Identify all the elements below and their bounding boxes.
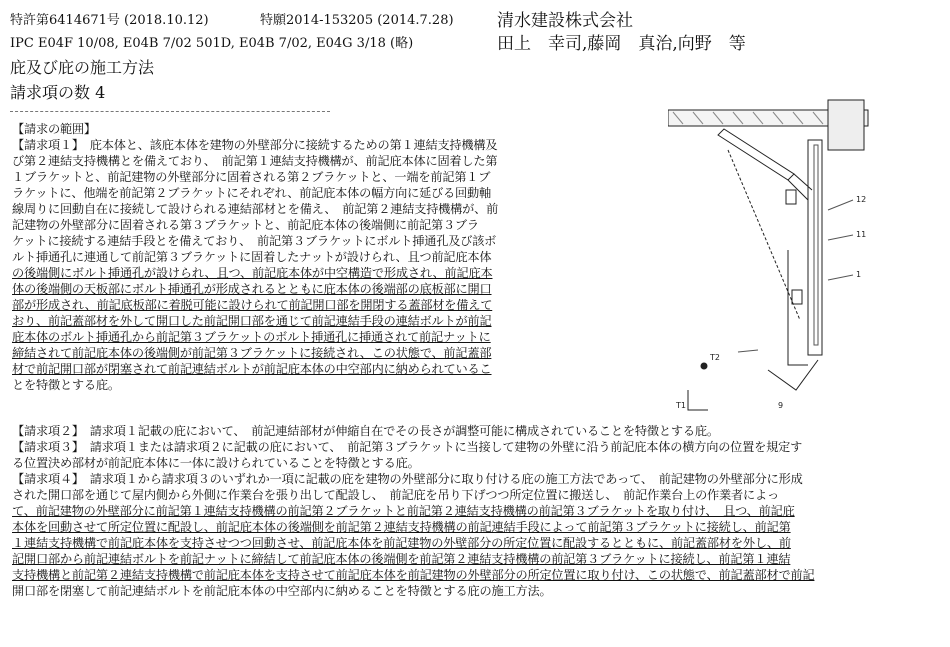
application-number: 特願2014-153205 (2014.7.28) (260, 13, 454, 28)
claim-4-line: 【請求項４】 請求項１から請求項３のいずれか一項に記載の庇を建物の外壁部分に取り付ける庇の施工方法であって、 前記建物の外壁部分に形成 (12, 472, 803, 486)
assignee-name: 清水建設株式会社 (497, 11, 633, 31)
claim-1-line: ラケットに、他端を前記第２ブラケットにそれぞれ、前記庇本体の幅方向に延びる回動軸 (12, 186, 492, 200)
inventor-names: 田上 幸司,藤岡 真治,向野 等 (497, 34, 746, 54)
claim-1-line: 締結されて前記庇本体の後端側が前記第３ブラケットに接続され、この状態で、前記蓋部 (12, 346, 492, 360)
claim-1-line: 部が形成され、前記底板部に着脱可能に設けられて前記開口部を開閉する蓋部材を備えて (12, 298, 493, 312)
claim-4-line: 記開口部から前記連結ボルトを前記ナットに締結して前記庇本体の後端側を前記第２連結支持機構の前記第３ブラケットに接続し、前記第１連結 (12, 552, 791, 566)
bracket-2 (786, 190, 796, 204)
figure-label: 11 (856, 230, 867, 239)
patent-drawing (668, 90, 938, 425)
claims-heading: 【請求の範囲】 (12, 122, 96, 136)
claim-1-line: 線周りに回動自在に接続して設けられる連結部材とを備え、 前記第２連結支持機構が、前 (12, 202, 499, 216)
claim-2: 【請求項２】 請求項１記載の庇において、 前記連結部材が伸縮自在でその長さが調整可能に構成されていることを特徴とする庇。 (12, 424, 719, 438)
claim-1-block (12, 121, 582, 393)
claim-4-line: 本体を回動させて所定位置に配設し、前記庇本体の後端側を前記第２連結支持機構の前記連結手段によって前記第３ブラケットに接続し、前記第 (12, 520, 791, 534)
claim-1-line: 体の後端側の天板部にボルト挿通孔が形成されるとともに庇本体の後端部の底板部に開口 (12, 282, 492, 296)
bolt-marker (701, 363, 707, 369)
ipc-classification: IPC E04F 10/08, E04B 7/02 501D, E04B 7/02, E04G 3/18 (略) (10, 36, 414, 51)
leader-lines (738, 200, 853, 352)
claim-4-line: 開口部を閉塞して前記連結ボルトを前記庇本体の中空部内に納めることを特徴とする庇の施工方法。 (12, 584, 552, 598)
canopy-inner (814, 145, 818, 345)
claim-count: 請求項の数 4 (10, 83, 106, 102)
figure-label: 12 (856, 195, 867, 204)
claim-1-line: 記建物の外壁部分に固着される第３ブラケットと、前記庇本体の後端側に前記第３ブラ (12, 218, 479, 232)
claim-1-line: の後端側にボルト挿通孔が設けられ、且つ、前記庇本体が中空構造で形成され、前記庇本 (12, 266, 493, 280)
claim-4-line: て、前記建物の外壁部分に前記第１連結支持機構の前記第２ブラケットと前記第２連結支持機構の前記第３ブラケットを取り付け、 且つ、前記庇 (12, 504, 795, 518)
figure-label: T2 (710, 353, 720, 362)
claim-3-line: る位置決め部材が前記庇本体に一体に設けられていることを特徴とする庇。 (12, 456, 420, 470)
claim-1-line: 【請求項１】 庇本体と、該庇本体を建物の外壁部分に接続するための第１連結支持機構及 (12, 138, 498, 152)
claim-1-line: 材で前記開口部が閉塞されて前記連結ボルトが前記庇本体の中空部内に納められているこ (12, 362, 492, 376)
patent-title: 庇及び庇の施工方法 (10, 58, 155, 77)
claim-1-line: び第２連結支持機構とを備えており、 前記第１連結支持機構が、前記庇本体に固着した第 (12, 154, 498, 168)
claim-1-line: １ブラケットと、前記建物の外壁部分に固着される第２ブラケットと、一端を前記第１ブ (12, 170, 491, 184)
claim-1-line: 庇本体のボルト挿通孔から前記第３ブラケットのボルト挿通孔に挿通されて前記ナットに (12, 330, 491, 344)
figure-label: 9 (778, 401, 784, 410)
connecting-member (718, 129, 794, 180)
claim-1-line: ケットに接続する連結手段とを備えており、 前記第３ブラケットにボルト挿通孔及び該ボ (12, 234, 497, 248)
claim-4-line: された開口部を通じて屋内側から外側に作業台を張り出して配設し、 前記庇を吊り下げつつ所定位置に搬送し、 前記作業台上の作業者によっ (12, 488, 779, 502)
claim-4-line: 支持機構と前記第２連結支持機構で前記庇本体を支持させて前記庇本体を前記建物の外壁部分の所定位置に取り付け、この状態で、前記蓋部材で前記 (12, 568, 815, 582)
claims-2-4-block (12, 423, 938, 599)
figure-label: 1 (856, 270, 862, 279)
lower-frame (788, 250, 808, 365)
claim-3-line: 【請求項３】 請求項１または請求項２に記載の庇において、 前記第３ブラケットに当接して建物の外壁に沿う前記庇本体の横方向の位置を規定す (12, 440, 803, 454)
patent-number: 特許第6414671号 (2018.10.12) (10, 13, 209, 28)
claim-1-line: おり、前記蓋部材を外して開口した前記開口部を通じて前記連結手段の連結ボルトが前記 (12, 314, 492, 328)
axis-marker (688, 390, 708, 410)
bracket-3 (792, 290, 802, 304)
claim-1-line: とを特徴とする庇。 (12, 378, 120, 392)
claim-1-line: ルト挿通孔に連通して前記第３ブラケットに固着したナットが設けられ、且つ前記庇本体 (12, 250, 492, 264)
canopy-body (808, 140, 822, 355)
claim-4-line: １連結支持機構で前記庇本体を支持させつつ回動させ、前記庇本体を前記建物の外壁部分の所定位置に配設するとともに、前記蓋部材を外し、前 (12, 536, 791, 550)
figure-label: T1 (676, 401, 686, 410)
header-divider (10, 111, 330, 112)
wall-column (828, 100, 864, 150)
